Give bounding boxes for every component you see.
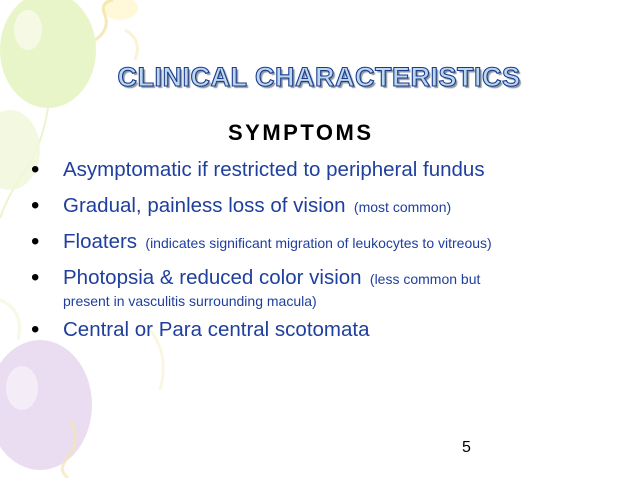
bullet-icon: • (31, 316, 40, 343)
bullet-note: (less common but (366, 271, 481, 287)
bullet-text: Asymptomatic if restricted to peripheral fundus (63, 158, 485, 181)
bullet-icon: • (31, 156, 40, 183)
page-number: 5 (462, 439, 471, 456)
section-subtitle: SYMPTOMS (228, 120, 374, 145)
slide-title: CLINICAL CHARACTERISTICS (117, 62, 521, 92)
bullet-note-continuation: present in vasculitis surrounding macula) (63, 293, 317, 309)
bullet-note: (most common) (350, 199, 452, 215)
list-item (8, 227, 628, 259)
bullet-icon: • (31, 264, 40, 291)
bullet-icon: • (31, 192, 40, 219)
list-item (8, 191, 628, 223)
balloon-icon (0, 340, 92, 470)
bullet-text: Photopsia & reduced color vision (63, 266, 362, 289)
bullet-icon: • (31, 228, 40, 255)
bullet-note: (indicates significant migration of leukocytes to vitreous) (141, 235, 492, 251)
list-item (8, 315, 628, 347)
bullet-text: Floaters (63, 230, 138, 253)
bullet-text: Gradual, painless loss of vision (63, 194, 346, 217)
list-item (8, 263, 628, 311)
symptom-list (8, 155, 628, 351)
bullet-text: Central or Para central scotomata (63, 318, 370, 341)
list-item (8, 155, 628, 187)
